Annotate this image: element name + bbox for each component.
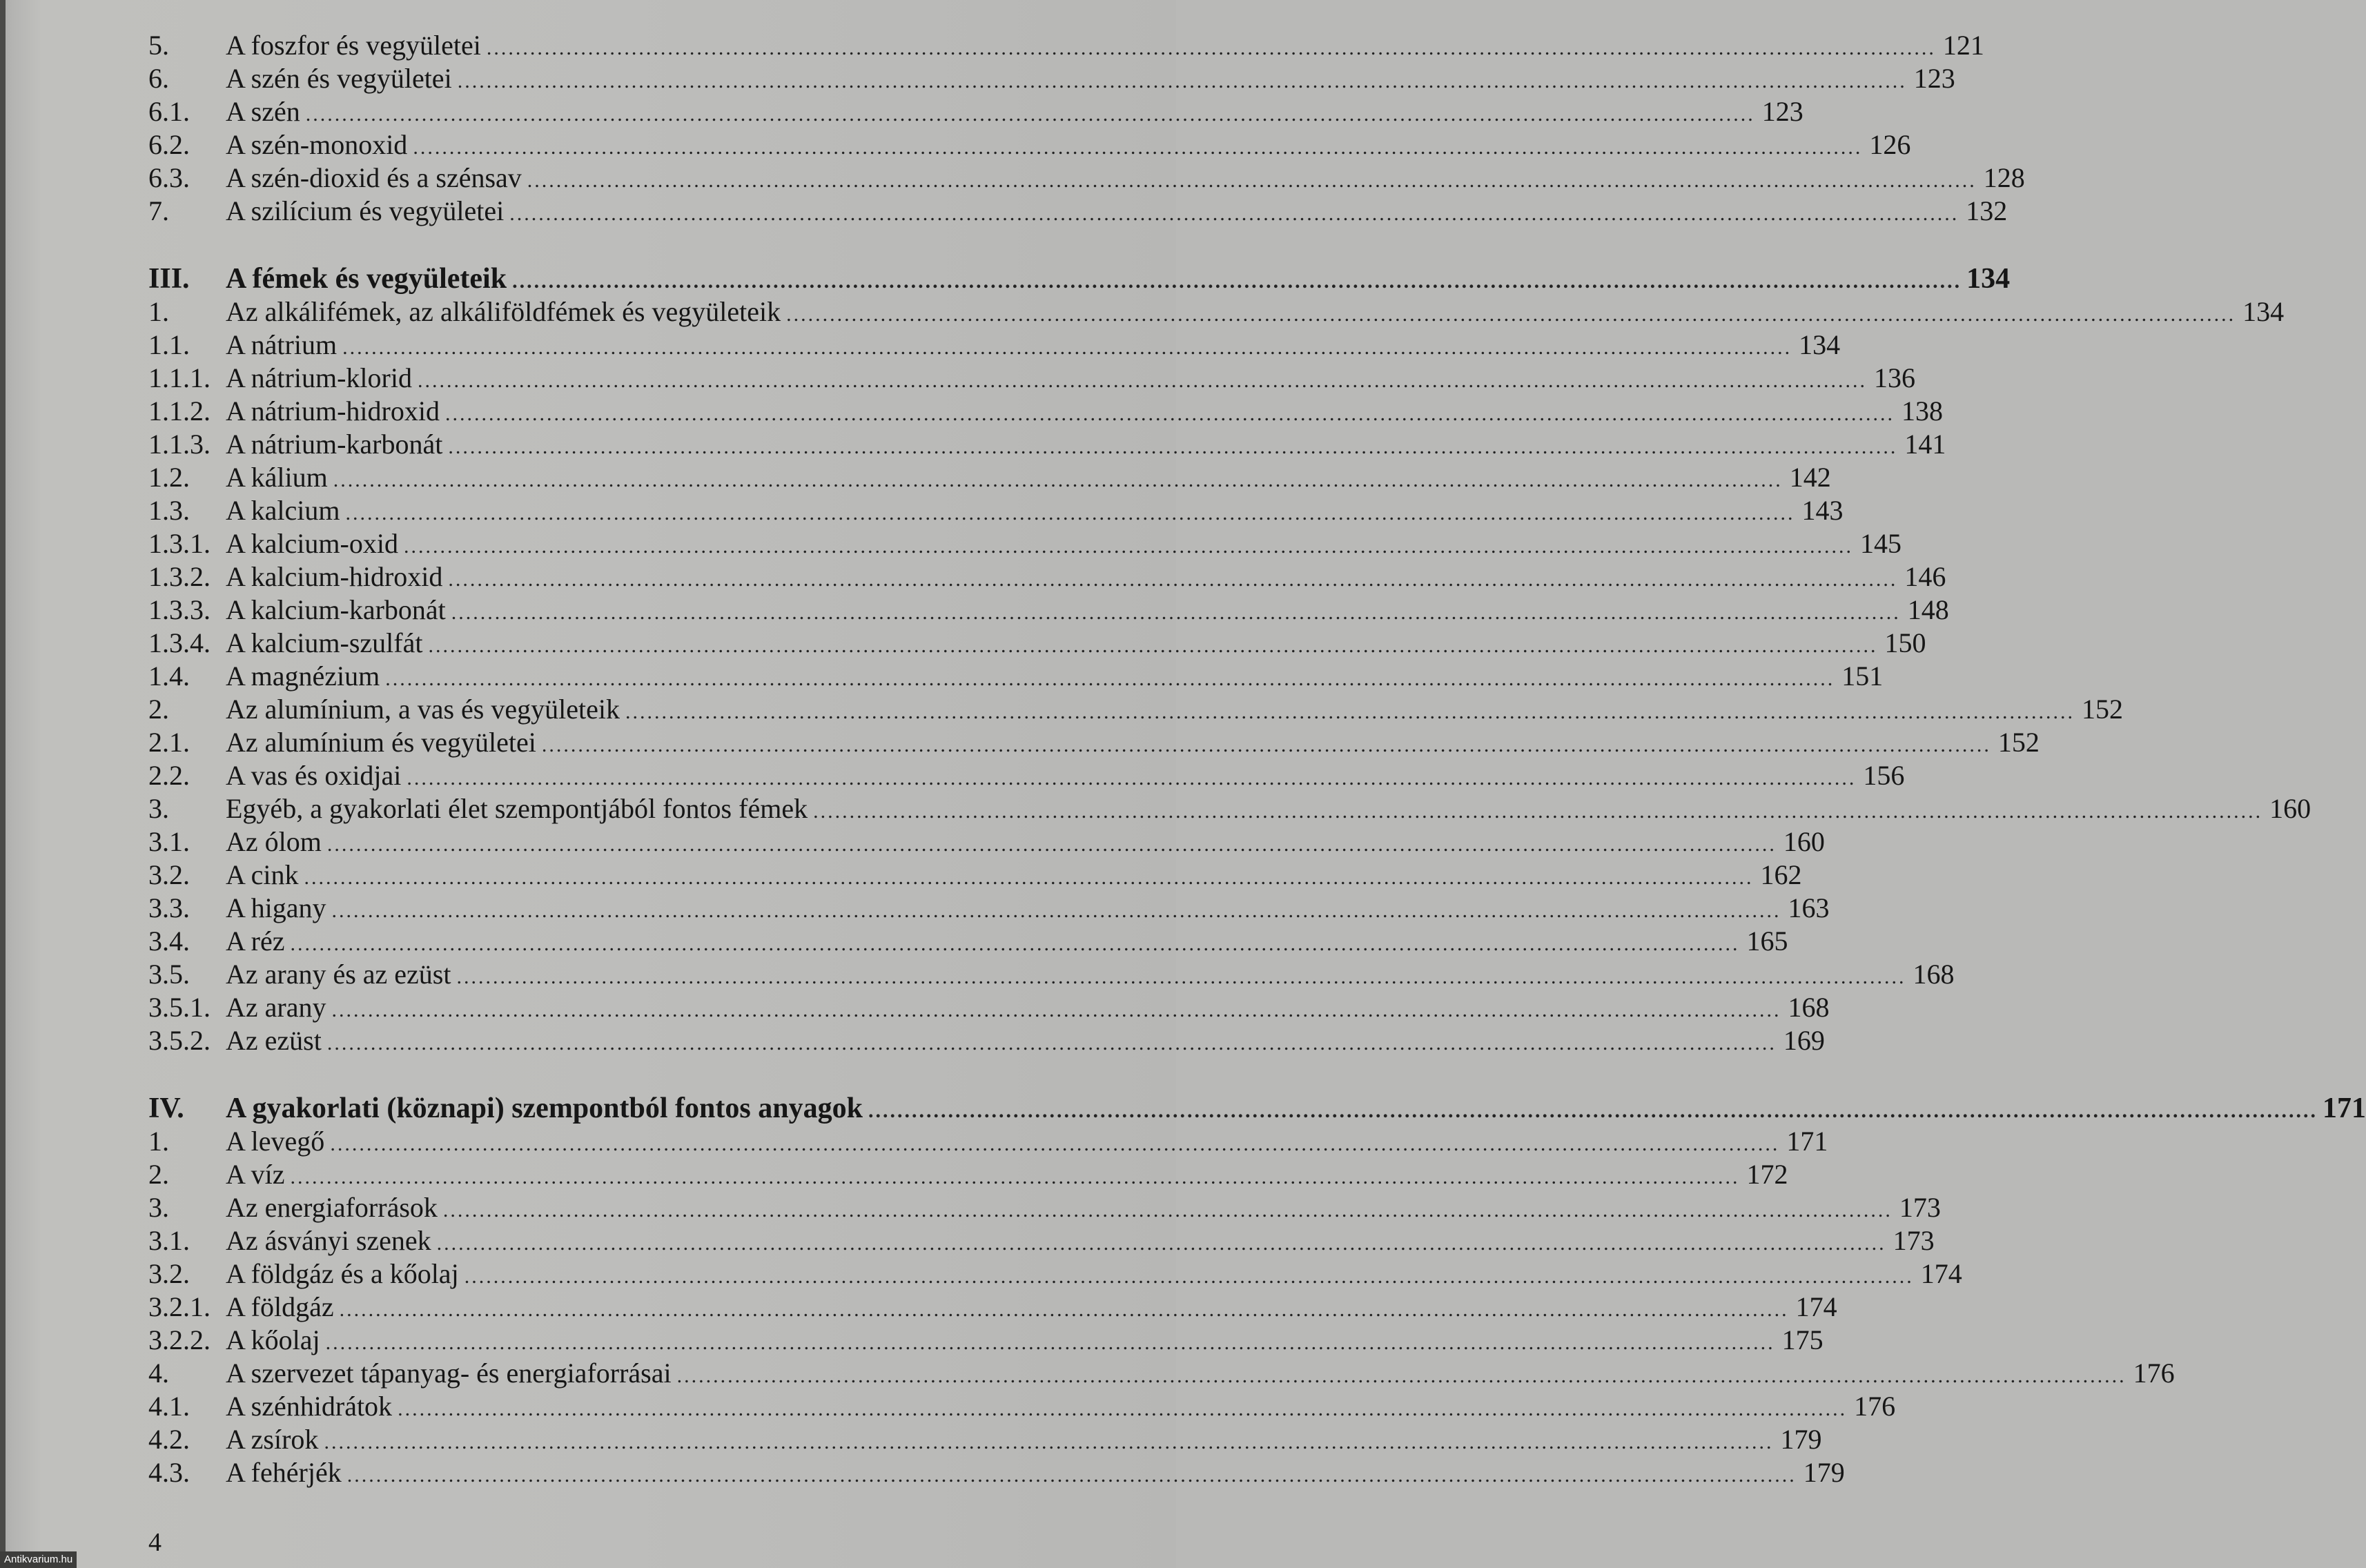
toc-entry-number: 1.1. <box>148 329 190 360</box>
toc-dot-leader: ........................................................................................................................................................................................................ <box>868 1099 2318 1122</box>
toc-entry-page: 171 <box>2322 1092 2366 1124</box>
toc-entry-title: A szén <box>226 96 300 127</box>
toc-entry-page: 176 <box>2133 1358 2175 1389</box>
toc-entry-title: A szén és vegyületei <box>226 63 452 94</box>
toc-entry <box>148 1390 1896 1423</box>
toc-dot-leader: ........................................................................................................................................................................................................ <box>339 1298 1789 1321</box>
toc-entry-title: A zsírok <box>226 1424 319 1455</box>
toc-entry-page: 165 <box>1746 925 1788 957</box>
toc-entry <box>148 128 1911 161</box>
toc-entry-title: A szervezet tápanyag- és energiaforrásai <box>226 1358 672 1389</box>
toc-dot-leader: ........................................................................................................................................................................................................ <box>512 270 1962 293</box>
toc-dot-leader: ........................................................................................................................................................................................................ <box>305 103 1755 126</box>
toc-entry-number: III. <box>148 263 190 295</box>
toc-entry <box>148 461 1831 494</box>
toc-entry-page: 121 <box>1942 30 1984 61</box>
book-spine-shadow <box>0 0 6 1568</box>
toc-entry-number: 2.2. <box>148 760 190 791</box>
toc-entry <box>148 1456 1845 1489</box>
toc-entry-page: 160 <box>1783 826 1825 857</box>
page-number: 4 <box>148 1528 162 1557</box>
toc-entry-page: 179 <box>1803 1457 1845 1488</box>
toc-dot-leader: ........................................................................................................................................................................................................ <box>456 966 1906 988</box>
toc-entry-number: 1. <box>148 1126 169 1157</box>
toc-dot-leader: ........................................................................................................................................................................................................ <box>676 1364 2127 1387</box>
toc-entry <box>148 627 1926 660</box>
toc-dot-leader: ........................................................................................................................................................................................................ <box>345 502 1795 525</box>
toc-entry-page: 168 <box>1788 992 1830 1023</box>
toc-entry-number: 1.3.4. <box>148 627 211 658</box>
toc-dot-leader: ........................................................................................................................................................................................................ <box>333 469 1783 491</box>
toc-entry-page: 176 <box>1854 1391 1896 1422</box>
toc-entry-title: A gyakorlati (köznapi) szempontból fontos anyagok <box>226 1092 863 1124</box>
toc-entry-number: 1.1.1. <box>148 362 211 393</box>
toc-entry-page: 168 <box>1913 959 1955 990</box>
toc-entry-number: 1.3.2. <box>148 561 211 592</box>
toc-entry-page: 173 <box>1899 1192 1941 1223</box>
toc-dot-leader: ........................................................................................................................................................................................................ <box>417 369 1867 392</box>
toc-entry-title: A cink <box>226 859 299 890</box>
toc-entry-number: 7. <box>148 195 169 226</box>
toc-entry-title: Az arany és az ezüst <box>226 959 451 990</box>
toc-entry-page: 175 <box>1781 1324 1824 1355</box>
toc-entry <box>148 759 1905 792</box>
toc-entry-number: 2.1. <box>148 727 190 758</box>
toc-entry <box>148 892 1830 925</box>
toc-entry-number: 3.3. <box>148 892 190 923</box>
toc-entry-page: 146 <box>1904 561 1946 592</box>
toc-entry-title: A réz <box>226 925 285 957</box>
toc-entry-title: A szén-dioxid és a szénsav <box>226 162 522 193</box>
toc-dot-leader: ........................................................................................................................................................................................................ <box>428 634 1878 657</box>
toc-entry <box>148 362 1915 395</box>
toc-entry-title: A magnézium <box>226 660 380 692</box>
toc-entry <box>148 1291 1837 1324</box>
toc-entry-page: 123 <box>1913 63 1955 94</box>
toc-dot-leader: ........................................................................................................................................................................................................ <box>448 435 1898 458</box>
toc-section-heading <box>148 1092 2366 1125</box>
toc-entry-number: 4. <box>148 1358 169 1389</box>
toc-entry-page: 136 <box>1873 362 1915 393</box>
toc-entry-title: Egyéb, a gyakorlati élet szempontjából fontos fémek <box>226 793 808 824</box>
toc-entry-title: Az alumínium, a vas és vegyületeik <box>226 694 620 725</box>
toc-dot-leader: ........................................................................................................................................................................................................ <box>436 1232 1886 1255</box>
toc-entry <box>148 1357 2175 1390</box>
toc-entry <box>148 1125 1828 1158</box>
toc-entry-title: A nátrium-klorid <box>226 362 412 393</box>
toc-entry-title: A nátrium <box>226 329 338 360</box>
toc-entry <box>148 527 1901 560</box>
toc-entry-number: 3.5.2. <box>148 1025 211 1056</box>
toc-entry-title: Az ezüst <box>226 1025 322 1056</box>
toc-entry <box>148 825 1825 859</box>
toc-dot-leader: ........................................................................................................................................................................................................ <box>304 866 1754 889</box>
toc-dot-leader: ........................................................................................................................................................................................................ <box>326 833 1777 856</box>
toc-entry <box>148 428 1946 461</box>
toc-entry-page: 152 <box>2081 694 2123 725</box>
toc-entry-page: 138 <box>1901 395 1943 427</box>
toc-dot-leader: ........................................................................................................................................................................................................ <box>398 1398 1848 1420</box>
toc-entry <box>148 29 1984 62</box>
toc-entry-title: A fémek és vegyületeik <box>226 263 507 295</box>
toc-entry-number: 6. <box>148 63 169 94</box>
toc-entry-title: A higany <box>226 892 326 923</box>
toc-entry-number: 3.2.1. <box>148 1291 211 1322</box>
toc-entry-title: Az energiaforrások <box>226 1192 438 1223</box>
toc-entry-number: 1.2. <box>148 462 190 493</box>
toc-entry-title: A szén-monoxid <box>226 129 408 160</box>
toc-entry-page: 172 <box>1746 1159 1788 1190</box>
toc-dot-leader: ........................................................................................................................................................................................................ <box>290 1166 1740 1188</box>
toc-entry-number: 1.3. <box>148 495 190 526</box>
toc-entry-page: 160 <box>2269 793 2311 824</box>
toc-dot-leader: ........................................................................................................................................................................................................ <box>625 700 2075 723</box>
toc-dot-leader: ........................................................................................................................................................................................................ <box>786 303 2236 326</box>
toc-entry-page: 179 <box>1780 1424 1822 1455</box>
toc-entry <box>148 1024 1825 1057</box>
toc-entry-title: A kalcium-szulfát <box>226 627 423 658</box>
toc-entry <box>148 560 1946 594</box>
toc-dot-leader: ........................................................................................................................................................................................................ <box>342 336 1792 359</box>
toc-dot-leader: ........................................................................................................................................................................................................ <box>451 601 1901 624</box>
toc-entry-title: Az arany <box>226 992 326 1023</box>
toc-entry-page: 150 <box>1884 627 1926 658</box>
toc-entry <box>148 1423 1822 1456</box>
toc-entry <box>148 925 1788 958</box>
toc-entry-number: 3.2. <box>148 859 190 890</box>
toc-entry-number: 2. <box>148 694 169 725</box>
toc-entry-number: 6.3. <box>148 162 190 193</box>
toc-entry-title: A földgáz és a kőolaj <box>226 1258 459 1289</box>
toc-entry <box>148 95 1803 128</box>
toc-dot-leader: ........................................................................................................................................................................................................ <box>325 1331 1775 1354</box>
toc-entry-title: A nátrium-hidroxid <box>226 395 440 427</box>
toc-entry-title: A foszfor és vegyületei <box>226 30 481 61</box>
toc-entry <box>148 660 1884 693</box>
toc-entry-number: 1.1.2. <box>148 395 211 427</box>
toc-entry-title: A kalcium-karbonát <box>226 594 446 625</box>
toc-entry-page: 123 <box>1761 96 1803 127</box>
toc-entry <box>148 594 1949 627</box>
toc-dot-leader: ........................................................................................................................................................................................................ <box>444 402 1895 425</box>
toc-entry-page: 148 <box>1907 594 1949 625</box>
toc-entry-number: 5. <box>148 30 169 61</box>
toc-entry-title: A levegő <box>226 1126 325 1157</box>
toc-entry-page: 152 <box>1997 727 2040 758</box>
toc-entry <box>148 859 1802 892</box>
toc-entry-page: 174 <box>1795 1291 1837 1322</box>
toc-entry <box>148 1257 1962 1291</box>
toc-entry-title: A szilícium és vegyületei <box>226 195 505 226</box>
toc-dot-leader: ........................................................................................................................................................................................................ <box>403 535 1853 558</box>
toc-entry-page: 134 <box>1799 329 1841 360</box>
toc-entry-page: 141 <box>1904 429 1946 460</box>
toc-entry-number: 1. <box>148 296 169 327</box>
toc-entry-number: 3.2.2. <box>148 1324 211 1355</box>
toc-dot-leader: ........................................................................................................................................................................................................ <box>290 932 1740 955</box>
toc-entry-title: A fehérjék <box>226 1457 342 1488</box>
toc-section-heading <box>148 262 2011 295</box>
toc-entry-title: A kőolaj <box>226 1324 320 1355</box>
toc-entry-number: 3. <box>148 793 169 824</box>
toc-entry <box>148 958 1955 991</box>
toc-entry-number: 1.3.1. <box>148 528 211 559</box>
toc-dot-leader: ........................................................................................................................................................................................................ <box>509 202 1959 225</box>
toc-entry-page: 162 <box>1760 859 1802 890</box>
toc-entry <box>148 329 1841 362</box>
toc-dot-leader: ........................................................................................................................................................................................................ <box>448 568 1898 591</box>
toc-entry-number: 3. <box>148 1192 169 1223</box>
toc-entry <box>148 1224 1935 1257</box>
toc-entry-page: 143 <box>1801 495 1844 526</box>
toc-entry-page: 171 <box>1786 1126 1828 1157</box>
toc-entry-number: IV. <box>148 1092 184 1124</box>
toc-entry <box>148 494 1844 527</box>
toc-dot-leader: ........................................................................................................................................................................................................ <box>331 999 1781 1021</box>
toc-entry-page: 132 <box>1966 195 2008 226</box>
toc-entry-title: A kálium <box>226 462 328 493</box>
toc-entry-title: A földgáz <box>226 1291 334 1322</box>
toc-entry-title: A szénhidrátok <box>226 1391 393 1422</box>
toc-dot-leader: ........................................................................................................................................................................................................ <box>331 899 1781 922</box>
toc-entry-number: 3.2. <box>148 1258 190 1289</box>
toc-dot-leader: ........................................................................................................................................................................................................ <box>442 1199 1893 1222</box>
toc-entry <box>148 62 1955 95</box>
toc-entry-page: 134 <box>1966 263 2011 295</box>
toc-entry <box>148 726 2040 759</box>
toc-entry-title: A kalcium <box>226 495 340 526</box>
toc-entry-title: Az ólom <box>226 826 322 857</box>
watermark: Antikvarium.hu <box>0 1551 77 1568</box>
toc-dot-leader: ........................................................................................................................................................................................................ <box>541 734 1991 756</box>
toc-dot-leader: ........................................................................................................................................................................................................ <box>385 667 1835 690</box>
toc-entry <box>148 1191 1941 1224</box>
toc-entry-page: 169 <box>1783 1025 1825 1056</box>
toc-entry-number: 4.3. <box>148 1457 190 1488</box>
toc-entry <box>148 295 2285 329</box>
toc-entry-number: 3.1. <box>148 826 190 857</box>
toc-entry-number: 3.1. <box>148 1225 190 1256</box>
toc-entry-title: A víz <box>226 1159 285 1190</box>
toc-entry-page: 173 <box>1893 1225 1935 1256</box>
toc-entry-title: A vas és oxidjai <box>226 760 402 791</box>
toc-entry-title: Az alumínium és vegyületei <box>226 727 536 758</box>
toc-dot-leader: ........................................................................................................................................................................................................ <box>324 1431 1774 1453</box>
toc-entry-number: 4.1. <box>148 1391 190 1422</box>
toc-entry-number: 4.2. <box>148 1424 190 1455</box>
toc-entry-page: 142 <box>1789 462 1831 493</box>
toc-entry-page: 134 <box>2242 296 2285 327</box>
toc-entry-number: 3.4. <box>148 925 190 957</box>
toc-dot-leader: ........................................................................................................................................................................................................ <box>457 70 1907 92</box>
toc-dot-leader: ........................................................................................................................................................................................................ <box>527 169 1977 192</box>
toc-entry <box>148 1324 1824 1357</box>
toc-entry <box>148 991 1830 1024</box>
toc-entry <box>148 195 2008 228</box>
toc-entry <box>148 161 2025 195</box>
toc-entry-title: A kalcium-oxid <box>226 528 398 559</box>
toc-dot-leader: ........................................................................................................................................................................................................ <box>330 1133 1780 1155</box>
toc-entry-number: 3.5. <box>148 959 190 990</box>
toc-entry-title: Az alkálifémek, az alkáliföldfémek és vegyületeik <box>226 296 781 327</box>
toc-entry-number: 6.2. <box>148 129 190 160</box>
toc-entry <box>148 1158 1788 1191</box>
toc-entry-page: 126 <box>1869 129 1911 160</box>
toc-entry-page: 163 <box>1788 892 1830 923</box>
toc-dot-leader: ........................................................................................................................................................................................................ <box>464 1265 1914 1288</box>
toc-entry <box>148 792 2311 825</box>
toc-dot-leader: ........................................................................................................................................................................................................ <box>486 37 1936 59</box>
toc-entry-number: 2. <box>148 1159 169 1190</box>
toc-entry <box>148 395 1943 428</box>
toc-entry-number: 3.5.1. <box>148 992 211 1023</box>
toc-dot-leader: ........................................................................................................................................................................................................ <box>346 1464 1797 1487</box>
toc-entry-page: 151 <box>1841 660 1884 692</box>
toc-dot-leader: ........................................................................................................................................................................................................ <box>407 767 1857 790</box>
toc-entry-page: 145 <box>1859 528 1901 559</box>
toc-entry-number: 1.1.3. <box>148 429 211 460</box>
toc-entry <box>148 693 2123 726</box>
toc-entry-page: 174 <box>1920 1258 1962 1289</box>
toc-entry-page: 128 <box>1983 162 2025 193</box>
toc-dot-leader: ........................................................................................................................................................................................................ <box>413 136 1863 159</box>
toc-dot-leader: ........................................................................................................................................................................................................ <box>813 800 2263 823</box>
toc-entry-title: Az ásványi szenek <box>226 1225 431 1256</box>
toc-entry-number: 1.4. <box>148 660 190 692</box>
toc-entry-number: 6.1. <box>148 96 190 127</box>
toc-entry-title: A kalcium-hidroxid <box>226 561 443 592</box>
toc-entry-page: 156 <box>1863 760 1905 791</box>
toc-entry-title: A nátrium-karbonát <box>226 429 443 460</box>
toc-dot-leader: ........................................................................................................................................................................................................ <box>326 1032 1777 1055</box>
toc-entry-number: 1.3.3. <box>148 594 211 625</box>
